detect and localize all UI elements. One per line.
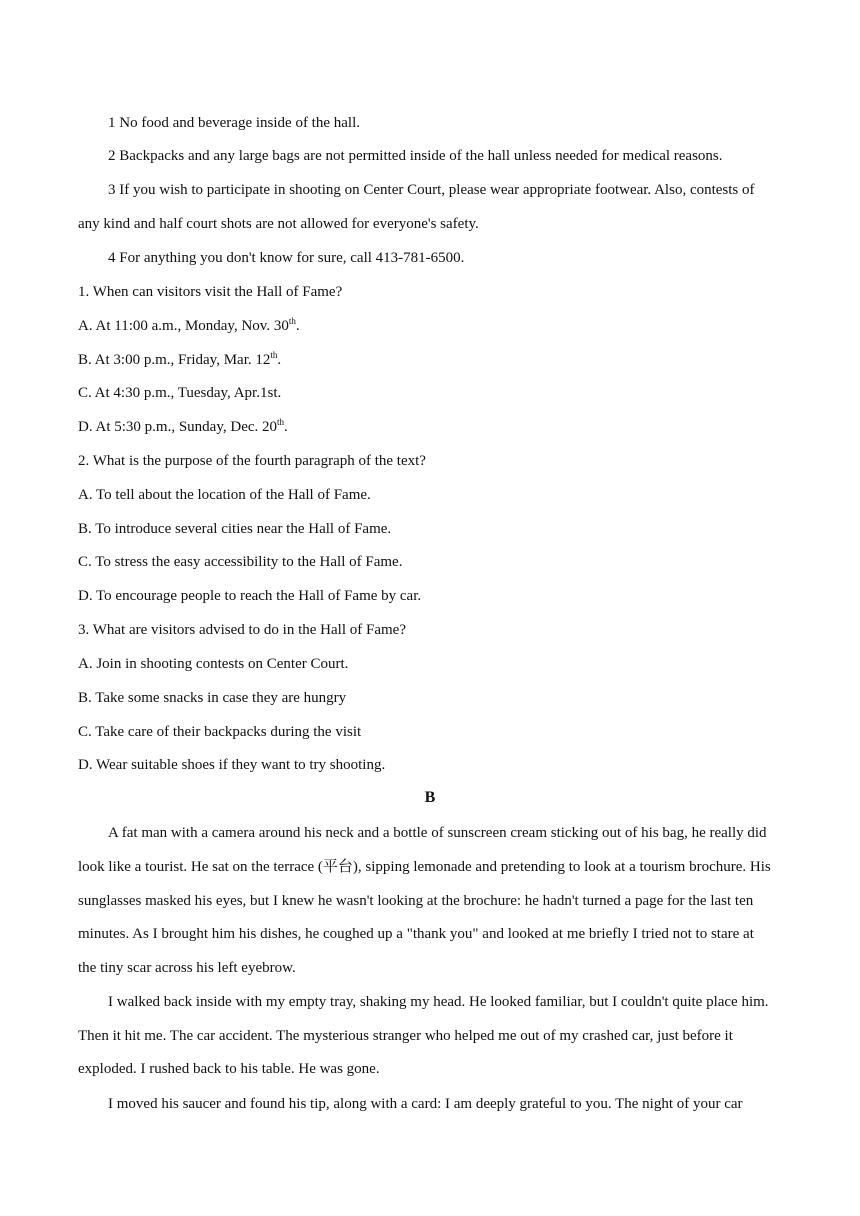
paragraph-2-line-2: Then it hit me. The car accident. The mysterious stranger who helped me out of my crashed car, just before it [78,1028,733,1044]
rule-4: 4 For anything you don't know for sure, call 413-781-6500. [108,250,465,266]
section-heading: B [424,789,436,806]
question-2-option-b: B. To introduce several cities near the Hall of Fame. [78,521,392,537]
paragraph-1-line-1: A fat man with a camera around his neck and a bottle of sunscreen cream sticking out of his bag, he really did [108,825,767,841]
paragraph-2-line-3: exploded. I rushed back to his table. He was gone. [78,1061,380,1077]
question-3-option-c: C. Take care of their backpacks during the visit [78,724,362,740]
question-1-option-b: B. At 3:00 p.m., Friday, Mar. 12th. [78,350,282,368]
question-2: 2. What is the purpose of the fourth paragraph of the text? [78,453,426,469]
paragraph-1-line-2: look like a tourist. He sat on the terrace (平台), sipping lemonade and pretending to look at a tourism brochure. His [78,859,771,875]
rule-2: 2 Backpacks and any large bags are not permitted inside of the hall unless needed for medical reasons. [108,148,723,164]
rule-1: 1 No food and beverage inside of the hall. [108,115,361,131]
question-2-option-d: D. To encourage people to reach the Hall of Fame by car. [78,588,422,604]
paragraph-3-line-1: I moved his saucer and found his tip, along with a card: I am deeply grateful to you. The night of your car [108,1096,743,1112]
question-3: 3. What are visitors advised to do in the Hall of Fame? [78,622,406,638]
question-3-option-b: B. Take some snacks in case they are hungry [78,690,347,706]
question-1-option-a: A. At 11:00 a.m., Monday, Nov. 30th. [78,316,300,334]
paragraph-1-line-4: minutes. As I brought him his dishes, he coughed up a "thank you" and looked at me briefly I tried not to stare at [78,926,754,942]
question-3-option-d: D. Wear suitable shoes if they want to try shooting. [78,757,386,773]
question-1-option-d: D. At 5:30 p.m., Sunday, Dec. 20th. [78,417,288,435]
rule-3: 3 If you wish to participate in shooting on Center Court, please wear appropriate footwear. Also, contests of [108,182,755,198]
question-2-option-c: C. To stress the easy accessibility to the Hall of Fame. [78,554,403,570]
rule-3-continued: any kind and half court shots are not allowed for everyone's safety. [78,216,479,232]
paragraph-2-line-1: I walked back inside with my empty tray, shaking my head. He looked familiar, but I couldn't quite place him. [108,994,769,1010]
paragraph-1-line-5: the tiny scar across his left eyebrow. [78,960,296,976]
paragraph-1-line-3: sunglasses masked his eyes, but I knew he wasn't looking at the brochure: he hadn't turned a page for the last ten [78,893,754,909]
question-3-option-a: A. Join in shooting contests on Center Court. [78,656,349,672]
question-1: 1. When can visitors visit the Hall of Fame? [78,284,343,300]
question-1-option-c: C. At 4:30 p.m., Tuesday, Apr.1st. [78,385,282,401]
question-2-option-a: A. To tell about the location of the Hall of Fame. [78,487,371,503]
